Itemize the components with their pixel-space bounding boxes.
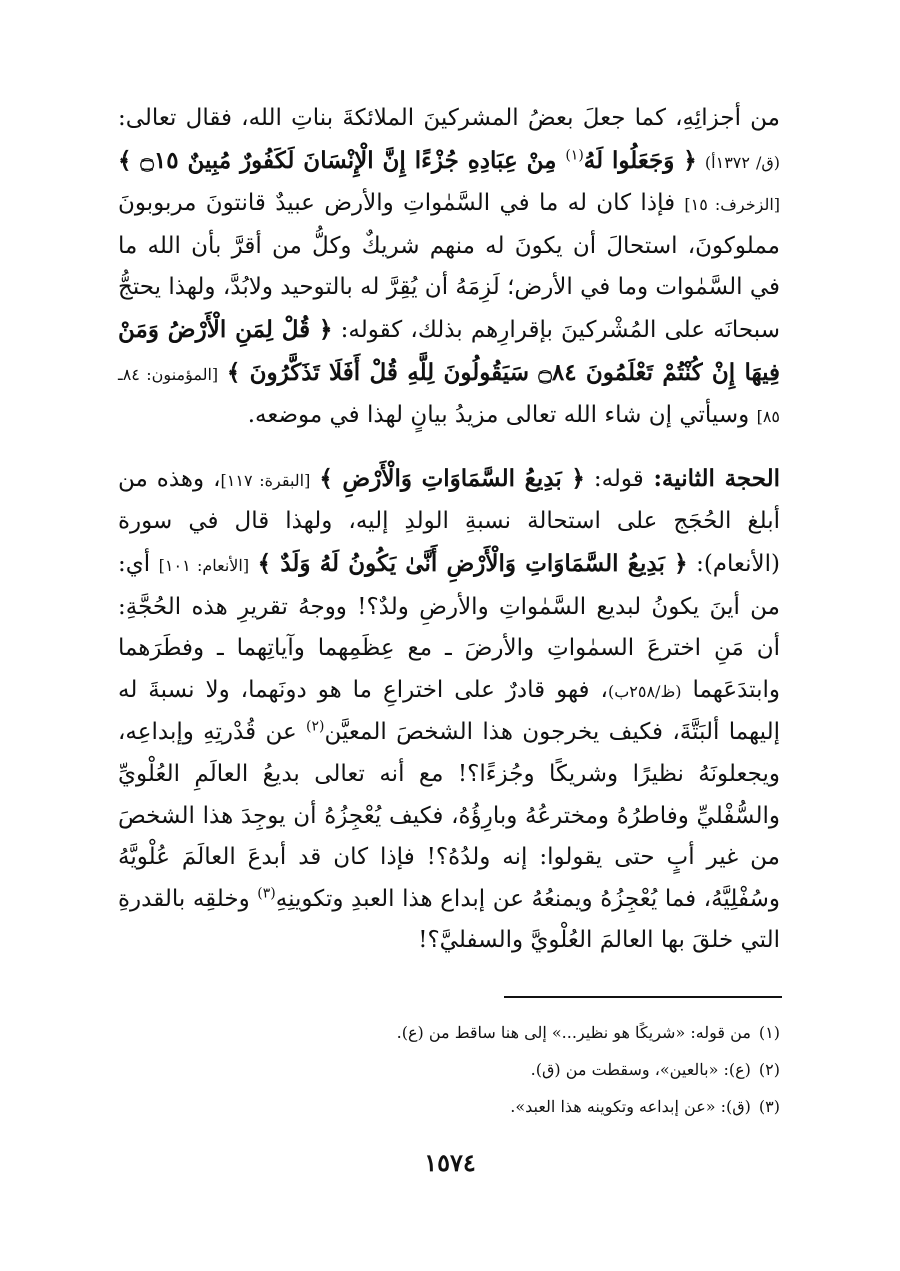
footnote-number: (٣) [758,1097,780,1116]
footnote [118,1051,780,1088]
body-text-run [218,360,227,386]
body-text-run: قوله: [584,465,644,492]
verse-citation: [الزخرف: ١٥] [684,195,781,215]
body-text-run: من أجزائِهِ، كما جعلَ بعضُ المشركينَ الملائكةَ بناتِ الله، فقال تعالى: [118,105,780,131]
footnote [118,1014,780,1051]
body-text-run [310,466,319,492]
footnote-marker: (٢) [306,718,325,735]
footnote-text: (ع): «بالعين»، وسقطت من (ق). [530,1060,751,1079]
manuscript-reference: (ظ/٢٥٨ب) [607,681,682,701]
footnote-text: من قوله: «شريكًا هو نظير...» إلى هنا ساقط من (ع). [396,1023,751,1042]
paragraph [118,458,780,962]
verse-citation: [المؤمنون: ٨٤ـ ٨٥] [118,364,780,427]
body-text-run: ، فهو قادرٌ على اختراعِ ما هو دونَهما، ولا نسبةَ له إليهما ألبَتَّةَ، فكيف يخرجون هذا الشخصَ المعيَّن [118,676,780,746]
footnote-marker: (٣) [257,885,276,902]
verse-citation: [الأنعام: ١٠١] [158,555,250,575]
quran-verse: ﴿ بَدِيعُ السَّمَاوَاتِ وَالْأَرْضِ أَنَّىٰ يَكُونُ لَهُ وَلَدٌ ﴾ [257,549,688,577]
body-text-run [249,551,258,577]
footnote-number: (١) [758,1023,780,1042]
body-text-run [697,148,705,174]
body-text-run: أي: من أينَ يكونُ لبديع السَّمٰواتِ والأرضِ ولدٌ؟! ووجهُ تقريرِ هذه الحُجَّةِ: أن مَنِ اخترعَ السمٰواتِ والأرضَ ـ مع عِظَمِهما وآياتِهما ـ وفطَرَهما وابتدَعَهما [118,550,780,703]
footnote-text: (ق): «عن إبداعه وتكوينه هذا العبد». [510,1097,751,1116]
footnotes [118,1014,780,1125]
footnote [118,1088,780,1125]
body-text-run: وسيأتي إن شاء الله تعالى مزيدُ بيانٍ لهذا في موضعه. [247,402,757,429]
body-text-run: ، وهذه من أبلغ الحُجَج على استحالة نسبةِ الولدِ إليه، ولهذا قال في سورة (الأنعام): [118,465,781,577]
paragraph [118,98,780,438]
quran-verse: مِنْ عِبَادِهِ جُزْءًا إِنَّ الْإِنْسَانَ لَكَفُورٌ مُبِينٌ ۝١٥ ﴾ [118,146,566,174]
footnote-number: (٢) [758,1060,780,1079]
quran-verse: ﴿ قُلْ لِمَنِ الْأَرْضُ وَمَنْ فِيهَا إِنْ كُنْتُمْ تَعْلَمُونَ ۝٨٤ سَيَقُولُونَ لِلَّهِ قُلْ أَفَلَا تَذَكَّرُونَ ﴾ [118,315,781,386]
page-number: ١٥٧٤ [424,1148,476,1177]
footnote-separator [504,996,782,998]
main-text [118,98,780,962]
quran-verse: ﴿ بَدِيعُ السَّمَاوَاتِ وَالْأَرْضِ ﴾ [319,464,585,492]
body-text-run: فإذا كان له ما في السَّمٰواتِ والأرض عبيدٌ قانتونَ مربوبونَ مملوكونَ، استحالَ أن يكونَ له منهم شريكٌ وكلُّ من أقرَّ بأن الله ما في السَّمٰوات وما في الأرض؛ لَزِمَهُ أن يُقِرَّ له بالتوحيد ولابُدَّ، ولهذا يحتجُّ سبحانَه على المُشْركينَ بإقرارِهم بذلك، كقوله: [118,190,780,343]
footnote-marker: (١) [565,146,584,163]
manuscript-reference: (ق/ ١٣٧٢أ) [704,152,780,172]
verse-citation: [البقرة: ١١٧] [220,470,311,490]
body-text-run: وخلقِه بالقدرةِ التي خلقَ بها العالمَ العُلْويَّ والسفليَّ؟! [118,885,780,954]
section-heading: الحجة الثانية: [643,464,781,492]
body-text-run: عن قُدْرتِهِ وإبداعِه، ويجعلونَهُ نظيرًا وشريكًا وجُزءًا؟! مع أنه تعالى بديعُ العالَمِ العُلْويِّ والسُّفْليِّ وفاطرُهُ ومخترعُهُ وبارِؤُهُ، فكيف يُعْجِزُهُ أن يوجِدَ هذا الشخصَ من غير أبٍ حتى يقولوا: إنه ولدُهُ؟! فإذا كان قد أبدعَ العالَمَ عُلْويَّهُ وسُفْلِيَّهُ، فما يُعْجِزُهُ ويمنعُهُ عن إبداع هذا العبدِ وتكوينِهِ [118,719,780,912]
quran-verse: ﴿ وَجَعَلُوا لَهُ [583,146,697,174]
